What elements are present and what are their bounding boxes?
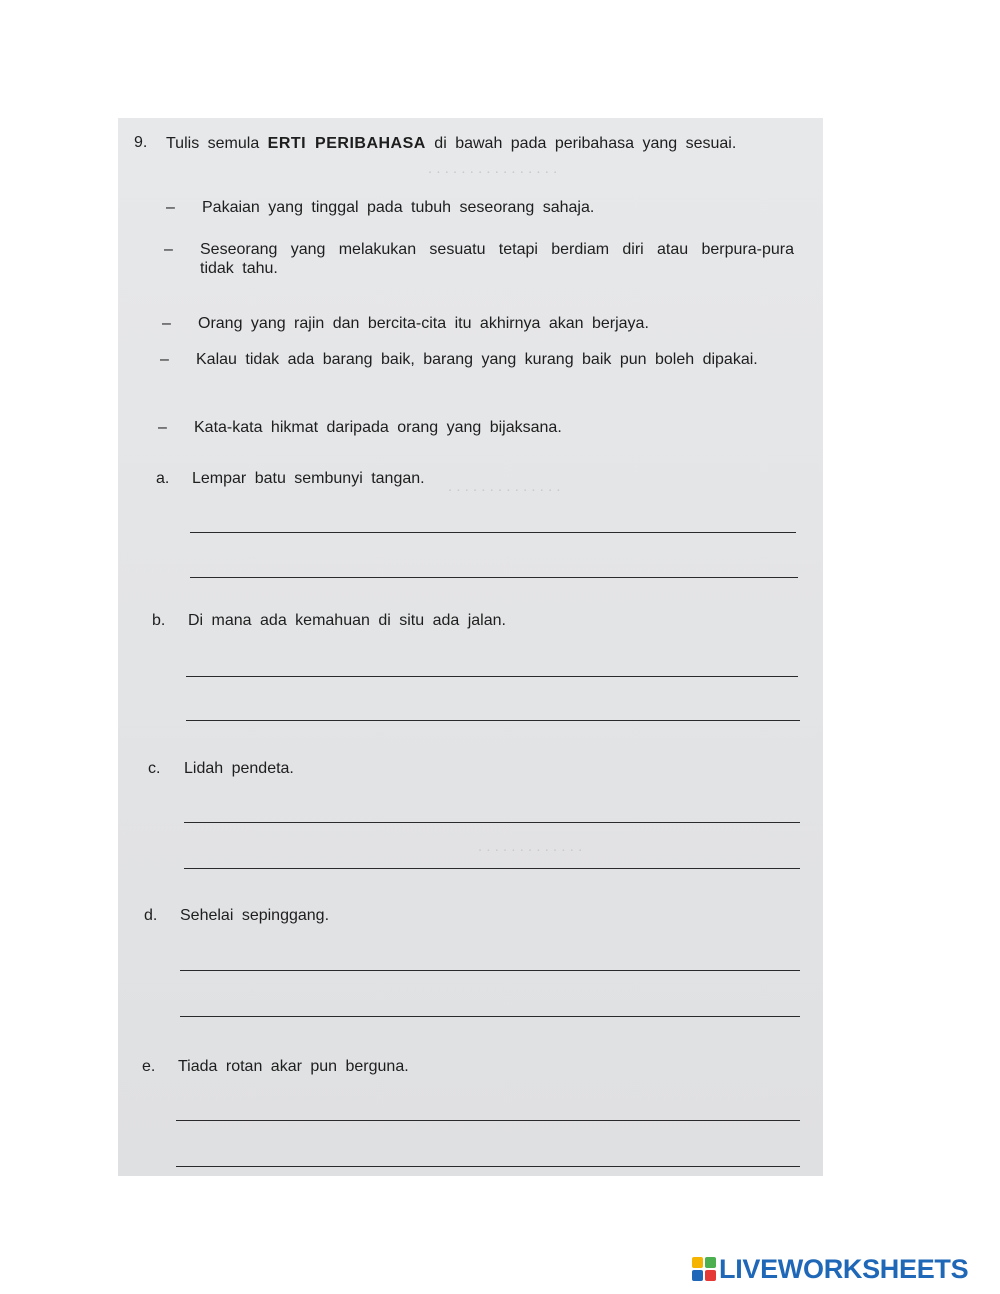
logo-square-icon: [705, 1270, 716, 1281]
answer-line-a2[interactable]: [190, 577, 798, 578]
meaning-text: Pakaian yang tinggal pada tubuh seseorang sahaja.: [202, 199, 595, 216]
proverb-text: Di mana ada kemahuan di situ ada jalan.: [188, 612, 506, 629]
logo-square-icon: [705, 1257, 716, 1268]
item-letter: e.: [142, 1058, 156, 1075]
answer-line-c1[interactable]: [184, 822, 800, 823]
item-letter: d.: [144, 907, 158, 924]
answer-line-d1[interactable]: [180, 970, 800, 971]
item-letter: a.: [156, 470, 170, 487]
worksheet-photo: [118, 118, 823, 1176]
question-instruction: [166, 134, 791, 153]
meaning-text: Kalau tidak ada barang baik, barang yang kurang baik pun boleh dipakai.: [196, 351, 758, 368]
question-number: 9.: [134, 134, 148, 151]
item-letter: c.: [148, 760, 161, 777]
proverb-text: Lempar batu sembunyi tangan.: [192, 470, 425, 487]
meaning-text: Kata-kata hikmat daripada orang yang bijaksana.: [194, 419, 562, 436]
logo-square-icon: [692, 1257, 703, 1268]
proverb-text: Tiada rotan akar pun berguna.: [178, 1058, 409, 1075]
logo-text: LIVEWORKSHEETS: [719, 1253, 969, 1284]
dash: –: [164, 241, 173, 258]
meaning-text: Seseorang yang melakukan sesuatu tetapi berdiam diri atau berpura-pura tidak tahu.: [200, 241, 794, 277]
proverb-text: Lidah pendeta.: [184, 760, 294, 777]
instruction-text: Tulis semula: [166, 135, 268, 152]
proverb-text: Sehelai sepinggang.: [180, 907, 330, 924]
bleed-through-text: . . . . . . . . . . . . . .: [448, 478, 561, 495]
logo-square-icon: [692, 1270, 703, 1281]
bleed-through-text: . . . . . . . . . . . . .: [478, 838, 583, 855]
answer-line-a1[interactable]: [190, 532, 796, 533]
dash: –: [166, 199, 175, 216]
answer-line-d2[interactable]: [180, 1016, 800, 1017]
answer-line-b1[interactable]: [186, 676, 798, 677]
answer-line-e1[interactable]: [176, 1120, 800, 1121]
answer-line-c2[interactable]: [184, 868, 800, 869]
logo-icon: [692, 1257, 716, 1281]
bleed-through-text: . . . . . . . . . . . . . . . .: [428, 160, 558, 177]
dash: –: [162, 315, 171, 332]
dash: –: [158, 419, 167, 436]
liveworksheets-logo: [692, 1254, 968, 1284]
item-letter: b.: [152, 612, 166, 629]
answer-line-e2[interactable]: [176, 1166, 800, 1167]
instruction-keyword: ERTI PERIBAHASA: [267, 135, 426, 152]
instruction-text: di bawah pada peribahasa yang sesuai.: [425, 135, 737, 152]
dash: –: [160, 351, 169, 368]
meaning-text: Orang yang rajin dan bercita-cita itu akhirnya akan berjaya.: [198, 315, 649, 332]
answer-line-b2[interactable]: [186, 720, 800, 721]
